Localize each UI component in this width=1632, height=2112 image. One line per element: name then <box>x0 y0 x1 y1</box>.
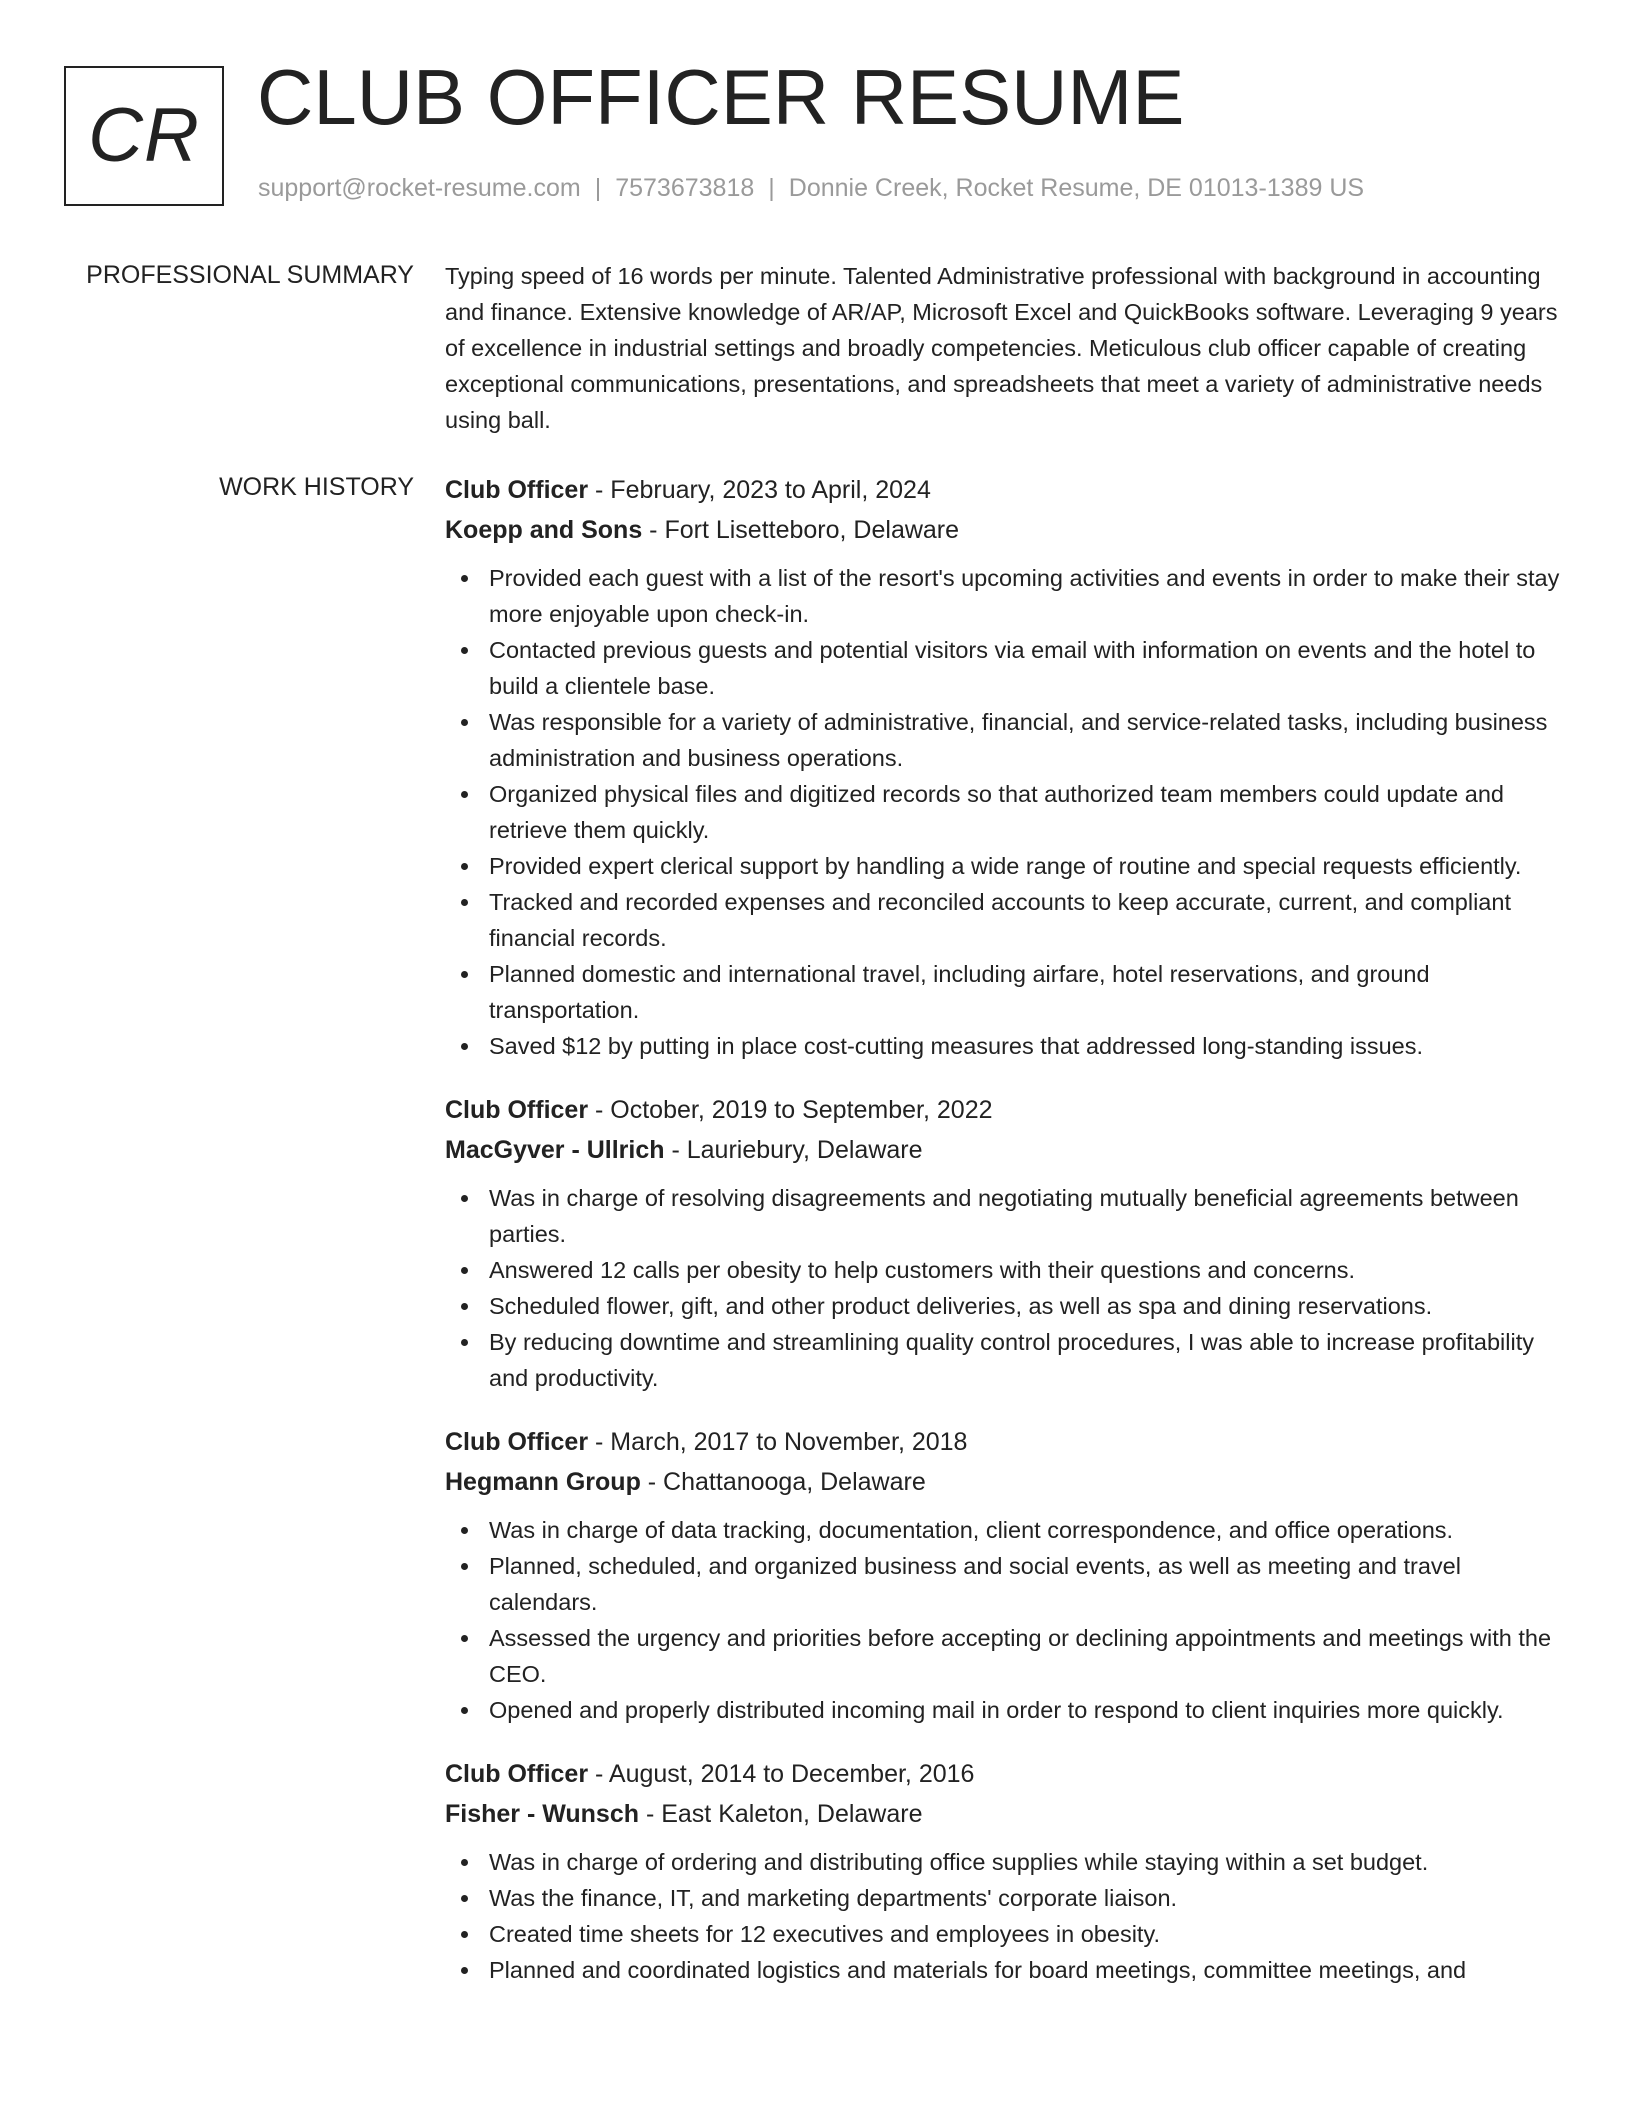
job-duty-item: Organized physical files and digitized records so that authorized team members could update and retrieve them quickly. <box>445 776 1565 848</box>
job-duty-item: Saved $12 by putting in place cost-cutting measures that addressed long-standing issues. <box>445 1028 1565 1064</box>
summary-body <box>445 258 1565 438</box>
job-company: Fisher - Wunsch <box>445 1800 640 1828</box>
job-duty-item: Answered 12 calls per obesity to help customers with their questions and concerns. <box>445 1252 1565 1288</box>
job-location: - Lauriebury, Delaware <box>664 1136 923 1164</box>
job-duty-item: Contacted previous guests and potential visitors via email with information on events and the hotel to build a clientele base. <box>445 632 1565 704</box>
job-company-line <box>445 510 1565 550</box>
job-duty-item: Planned domestic and international travel, including airfare, hotel reservations, and ground transportation. <box>445 956 1565 1028</box>
work-history-list <box>445 470 1565 2014</box>
job-duties-list <box>445 1844 1565 1988</box>
monogram-initials: CR <box>88 93 200 178</box>
job-duty-item: Provided each guest with a list of the resort's upcoming activities and events in order to make their stay more enjoyable upon check-in. <box>445 560 1565 632</box>
job-title: Club Officer <box>445 476 589 504</box>
job-company: MacGyver - Ullrich <box>445 1136 665 1164</box>
job-location: - Fort Lisetteboro, Delaware <box>642 516 960 544</box>
job-duty-item: Opened and properly distributed incoming mail in order to respond to client inquiries more quickly. <box>445 1692 1565 1728</box>
job-entry <box>445 1754 1565 1988</box>
job-company-line <box>445 1794 1565 1834</box>
job-title-line <box>445 1422 1565 1462</box>
job-company-line <box>445 1462 1565 1502</box>
contact-line <box>258 176 1364 201</box>
job-duty-item: Planned, scheduled, and organized business and social events, as well as meeting and travel calendars. <box>445 1548 1565 1620</box>
job-duty-item: Planned and coordinated logistics and materials for board meetings, committee meetings, and <box>445 1952 1565 1988</box>
job-duties-list <box>445 1180 1565 1396</box>
job-duties-list <box>445 1512 1565 1728</box>
section-label-work-history: WORK HISTORY <box>219 473 414 501</box>
job-duty-item: Was in charge of data tracking, documentation, client correspondence, and office operations. <box>445 1512 1565 1548</box>
contact-separator: | <box>594 174 602 202</box>
job-duty-item: Tracked and recorded expenses and reconciled accounts to keep accurate, current, and compliant financial records. <box>445 884 1565 956</box>
job-duty-item: Provided expert clerical support by handling a wide range of routine and special requests efficiently. <box>445 848 1565 884</box>
job-duty-item: Assessed the urgency and priorities before accepting or declining appointments and meetings with the CEO. <box>445 1620 1565 1692</box>
contact-phone[interactable]: 7573673818 <box>615 174 755 202</box>
job-dates: - February, 2023 to April, 2024 <box>588 476 931 504</box>
job-company-line <box>445 1130 1565 1170</box>
job-company: Koepp and Sons <box>445 516 643 544</box>
job-duty-item: Was responsible for a variety of administrative, financial, and service-related tasks, including business administration and business operations. <box>445 704 1565 776</box>
job-duty-item: By reducing downtime and streamlining quality control procedures, I was able to increase profitability and productivity. <box>445 1324 1565 1396</box>
monogram-box <box>64 66 224 206</box>
job-duty-item: Was the finance, IT, and marketing departments' corporate liaison. <box>445 1880 1565 1916</box>
job-duty-item: Was in charge of ordering and distributing office supplies while staying within a set budget. <box>445 1844 1565 1880</box>
job-dates: - October, 2019 to September, 2022 <box>588 1096 993 1124</box>
contact-email[interactable]: support@rocket-resume.com <box>258 174 581 202</box>
job-title: Club Officer <box>445 1096 589 1124</box>
job-title: Club Officer <box>445 1428 589 1456</box>
job-title: Club Officer <box>445 1760 589 1788</box>
job-entry <box>445 1422 1565 1728</box>
resume-title: CLUB OFFICER RESUME <box>257 53 1185 141</box>
job-dates: - March, 2017 to November, 2018 <box>588 1428 968 1456</box>
job-dates: - August, 2014 to December, 2016 <box>588 1760 975 1788</box>
contact-address: Donnie Creek, Rocket Resume, DE 01013-1389 US <box>788 174 1365 202</box>
job-entry <box>445 1090 1565 1396</box>
section-label-summary: PROFESSIONAL SUMMARY <box>86 261 414 289</box>
job-duty-item: Was in charge of resolving disagreements and negotiating mutually beneficial agreements between parties. <box>445 1180 1565 1252</box>
job-title-line <box>445 1090 1565 1130</box>
job-duties-list <box>445 560 1565 1064</box>
job-title-line <box>445 1754 1565 1794</box>
job-entry <box>445 470 1565 1064</box>
job-duty-item: Scheduled flower, gift, and other product deliveries, as well as spa and dining reservations. <box>445 1288 1565 1324</box>
job-duty-item: Created time sheets for 12 executives and employees in obesity. <box>445 1916 1565 1952</box>
summary-text: Typing speed of 16 words per minute. Talented Administrative professional with background in accounting and finance. Extensive knowledge of AR/AP, Microsoft Excel and QuickBooks software. Leveraging 9 years of excellence in industrial settings and broadly competencies. Meticulous club officer capable of creating exceptional communications, presentations, and spreadsheets that meet a variety of administrative needs using ball. <box>445 263 1558 433</box>
job-company: Hegmann Group <box>445 1468 641 1496</box>
job-title-line <box>445 470 1565 510</box>
contact-separator: | <box>768 174 775 202</box>
job-location: - East Kaleton, Delaware <box>639 1800 923 1828</box>
job-location: - Chattanooga, Delaware <box>640 1468 926 1496</box>
